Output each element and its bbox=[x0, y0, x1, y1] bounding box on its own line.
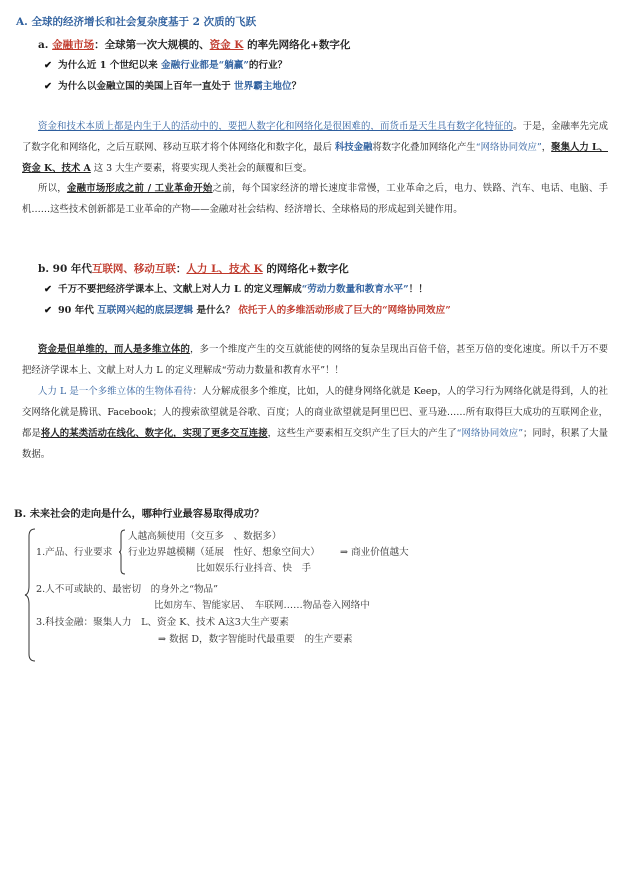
q2-post: ？ bbox=[291, 81, 302, 92]
p4-key-statement: 人力 L 是一个多维立体的生物体看待 bbox=[38, 386, 193, 397]
p2-key-phrase: 金融市场形成之前 / 工业革命开始 bbox=[66, 183, 213, 194]
paragraph-digitalization bbox=[22, 116, 608, 179]
p1-text: 。于是，金融率先完成了数字化和网络化，之后互联网、移动互联才将个体网络化和数字化，最后 bbox=[22, 121, 608, 153]
p4-text: ：人分解成很多个维度，比如，人的健身网络化就是 Keep，人的学习行为网络化就是得到，人的社交网络化就是腾讯、Facebook；人的搜索欲望就是谷歌、百度；人的商业欲望就是阿里巴巴、亚马逊……所有取得巨大成功的互联网企业，都是 bbox=[22, 386, 609, 439]
item-1-example: 比如娱乐行业抖音、快 手 bbox=[196, 563, 312, 574]
subsection-a-suffix: 的率先网络化+数字化 bbox=[243, 39, 351, 51]
q1-pre: 为什么近 1 个世纪以来 bbox=[58, 60, 162, 71]
item-1-blurred-boundary: 行业边界越模糊（延展 性好、想象空间大） bbox=[128, 547, 320, 558]
check-icon: ✔ bbox=[44, 284, 53, 295]
item-2-label: 2.人不可或缺的、最密切 的身外之“物品” bbox=[36, 584, 219, 595]
inner-brace bbox=[118, 529, 126, 575]
subsection-b-suffix: 的网络化+数字化 bbox=[262, 263, 349, 275]
q1-post: 的行业？ bbox=[248, 60, 288, 71]
p4-text-2: ，这些生产要素相互交织产生了巨大的产生了 bbox=[267, 428, 457, 439]
labor-tech-text: 人力 L、技术 K bbox=[186, 263, 263, 275]
p4-text-3: ；同时，积累了大量数据。 bbox=[22, 428, 608, 460]
paragraph-human-factor bbox=[22, 381, 608, 465]
paragraph-industrial-revolution bbox=[22, 178, 608, 220]
warning-labor-definition bbox=[44, 283, 428, 297]
subsection-b-prefix: b. 90 年代 bbox=[38, 263, 92, 275]
item-2-example: 比如房车、智能家居、 车联网……物品卷入网络中 bbox=[154, 600, 370, 611]
item-3-label: 3.科技金融：聚集人力 L、资金 K、技术 A这3大生产要素 bbox=[36, 617, 289, 628]
p1-three-factors: 聚集人力 L、资金 K、技术 A bbox=[22, 142, 608, 174]
finance-market-text: 金融市场 bbox=[52, 39, 95, 51]
item-1-label: 1.产品、行业要求 bbox=[36, 547, 113, 558]
subsection-b-colon: ： bbox=[175, 263, 187, 275]
section-b-title: B. 未来社会的走向是什么，哪种行业最容易取得成功？ bbox=[14, 508, 265, 520]
b-q1-pre: 千万不要把经济学课本上、文献上对人力 L 的定义理解成 bbox=[58, 284, 302, 295]
p1-text-3: 这 3 大生产要素，将要实现人类社会的颠覆和巨变。 bbox=[90, 163, 312, 174]
p2-lead: 所以， bbox=[38, 183, 67, 194]
b-q2-pre: 90 年代 bbox=[58, 305, 98, 316]
paragraph-multidimensional bbox=[22, 339, 608, 381]
b-q1-highlight: “劳动力数量和教育水平” bbox=[301, 284, 409, 295]
p1-comma: ， bbox=[541, 142, 552, 153]
p1-network-effect: “网络协同效应” bbox=[475, 142, 542, 153]
question-finance-winner bbox=[44, 59, 287, 73]
check-icon: ✔ bbox=[44, 60, 53, 71]
section-a-title: A. 全球的经济增长和社会复杂度基于 2 次质的飞跃 bbox=[16, 16, 257, 28]
b-q2-highlight: 互联网兴起的底层逻辑 bbox=[97, 305, 194, 316]
item-3-data: ⇒ 数据 D，数字智能时代最重要 的生产要素 bbox=[158, 634, 353, 645]
p1-text-2: 将数字化叠加网络化产生 bbox=[372, 142, 476, 153]
item-1-high-frequency: 人越高频使用（交互多 、数据多） bbox=[128, 531, 282, 542]
subsection-a-prefix: a. bbox=[38, 39, 53, 51]
p2-text: 之前，每个国家经济的增长速度非常慢，工业革命之后，电力、铁路、汽车、电话、电脑、手机……这些技术创新都是工业革命的产物——金融对社会结构、经济增长、全球格局的形成起到关键作用。 bbox=[22, 183, 608, 215]
p4-emphasis: 将人的某类活动在线化、数字化，实现了更多交互连接 bbox=[40, 428, 268, 439]
check-icon: ✔ bbox=[44, 305, 53, 316]
p1-tech-finance: 科技金融 bbox=[334, 142, 373, 153]
p1-key-statement: 资金和技术本质上都是内生于人的活动中的，要把人数字化和网络化是很困难的，而货币是天生具有数字化特征的 bbox=[38, 121, 514, 132]
outer-brace bbox=[24, 528, 36, 662]
item-1-commercial-value: ⇒ 商业价值越大 bbox=[340, 547, 409, 558]
check-icon: ✔ bbox=[44, 81, 53, 92]
question-us-hegemony bbox=[44, 80, 301, 94]
q2-highlight: 世界霸主地位 bbox=[234, 81, 292, 92]
question-internet-logic bbox=[44, 304, 451, 318]
q1-highlight: 金融行业都是“躺赢” bbox=[161, 60, 249, 71]
p3-text: ，多一个维度产生的交互就能使的网络的复杂呈现出百倍千倍，甚至万倍的变化速度。所以千万不要把经济学课本上、文献上对人力 L 的定义理解成“劳动力数量和教育水平”！！ bbox=[22, 344, 608, 376]
capital-k-text: 资金 K bbox=[209, 39, 244, 51]
p3-key-statement: 资金是但单维的，而人是多维立体的 bbox=[38, 344, 191, 355]
q2-pre: 为什么以金融立国的美国上百年一直处于 bbox=[58, 81, 235, 92]
b-q2-answer: 依托于人的多维活动形成了巨大的“网络协同效应” bbox=[238, 305, 451, 316]
b-q2-mid: 是什么？ bbox=[193, 305, 239, 316]
internet-text: 互联网、移动互联 bbox=[91, 263, 176, 275]
subsection-b-heading bbox=[38, 262, 349, 276]
b-q1-post: ！！ bbox=[408, 284, 428, 295]
p4-network-effect: “网络协同效应” bbox=[456, 428, 523, 439]
subsection-a-mid: ：全球第一次大规模的、 bbox=[94, 39, 210, 51]
subsection-a-heading bbox=[38, 38, 350, 52]
